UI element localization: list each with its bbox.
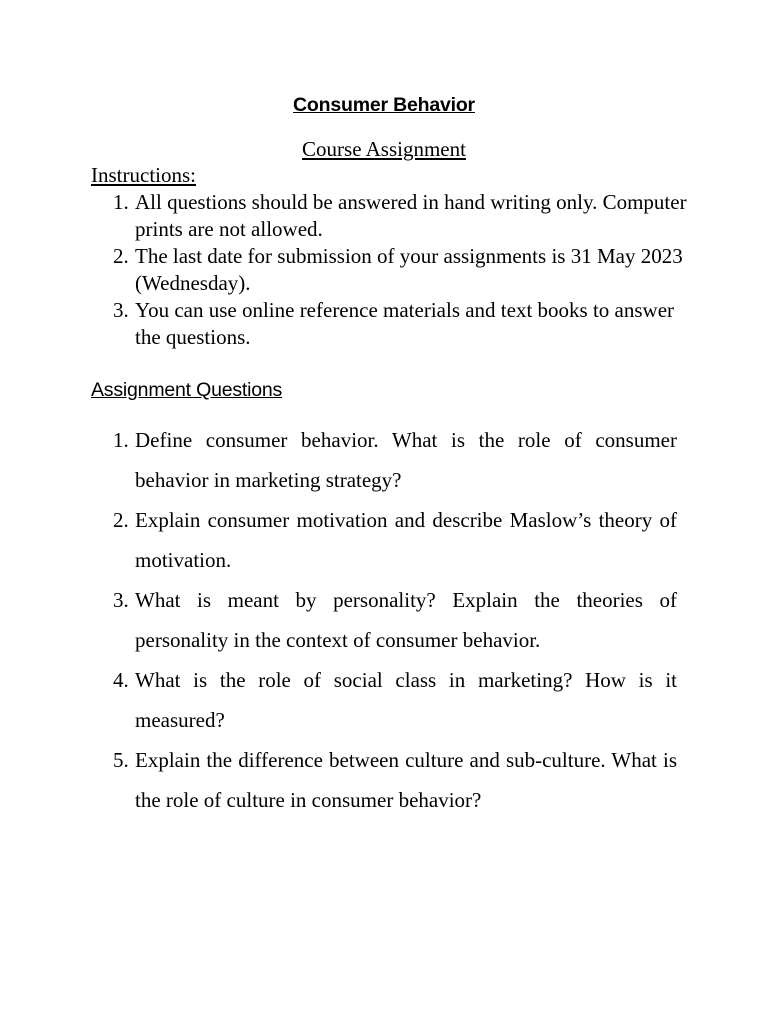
instructions-heading: Instructions: (91, 163, 196, 187)
instructions-list (91, 189, 691, 351)
document-subtitle: Course Assignment (302, 137, 466, 161)
question-text: Define consumer behavior. What is the role of consumer behavior in marketing strategy? (135, 428, 677, 492)
question-item (91, 500, 677, 580)
instruction-number: 1. (113, 190, 129, 214)
instruction-number: 2. (113, 244, 129, 268)
question-item (91, 740, 677, 820)
question-number: 4. (113, 668, 129, 692)
question-item (91, 660, 677, 740)
instruction-number: 3. (113, 298, 129, 322)
instruction-item (91, 243, 691, 297)
question-item (91, 580, 677, 660)
question-number: 5. (113, 748, 129, 772)
instruction-item (91, 297, 691, 351)
questions-list (91, 420, 677, 820)
instruction-text: The last date for submission of your assignments is 31 May 2023 (Wednesday). (135, 244, 683, 295)
question-text: What is meant by personality? Explain the theories of personality in the context of consumer behavior. (135, 588, 677, 652)
instruction-text: All questions should be answered in hand writing only. Computer prints are not allowed. (135, 190, 687, 241)
question-text: Explain consumer motivation and describe Maslow’s theory of motivation. (135, 508, 677, 572)
question-number: 2. (113, 508, 129, 532)
question-text: Explain the difference between culture and sub-culture. What is the role of culture in consumer behavior? (135, 748, 677, 812)
instruction-item (91, 189, 691, 243)
instruction-text: You can use online reference materials and text books to answer the questions. (135, 298, 675, 349)
question-number: 1. (113, 428, 129, 452)
document-title: Consumer Behavior (293, 94, 475, 116)
question-text: What is the role of social class in marketing? How is it measured? (135, 668, 677, 732)
questions-heading: Assignment Questions (91, 379, 283, 401)
question-item (91, 420, 677, 500)
question-number: 3. (113, 588, 129, 612)
